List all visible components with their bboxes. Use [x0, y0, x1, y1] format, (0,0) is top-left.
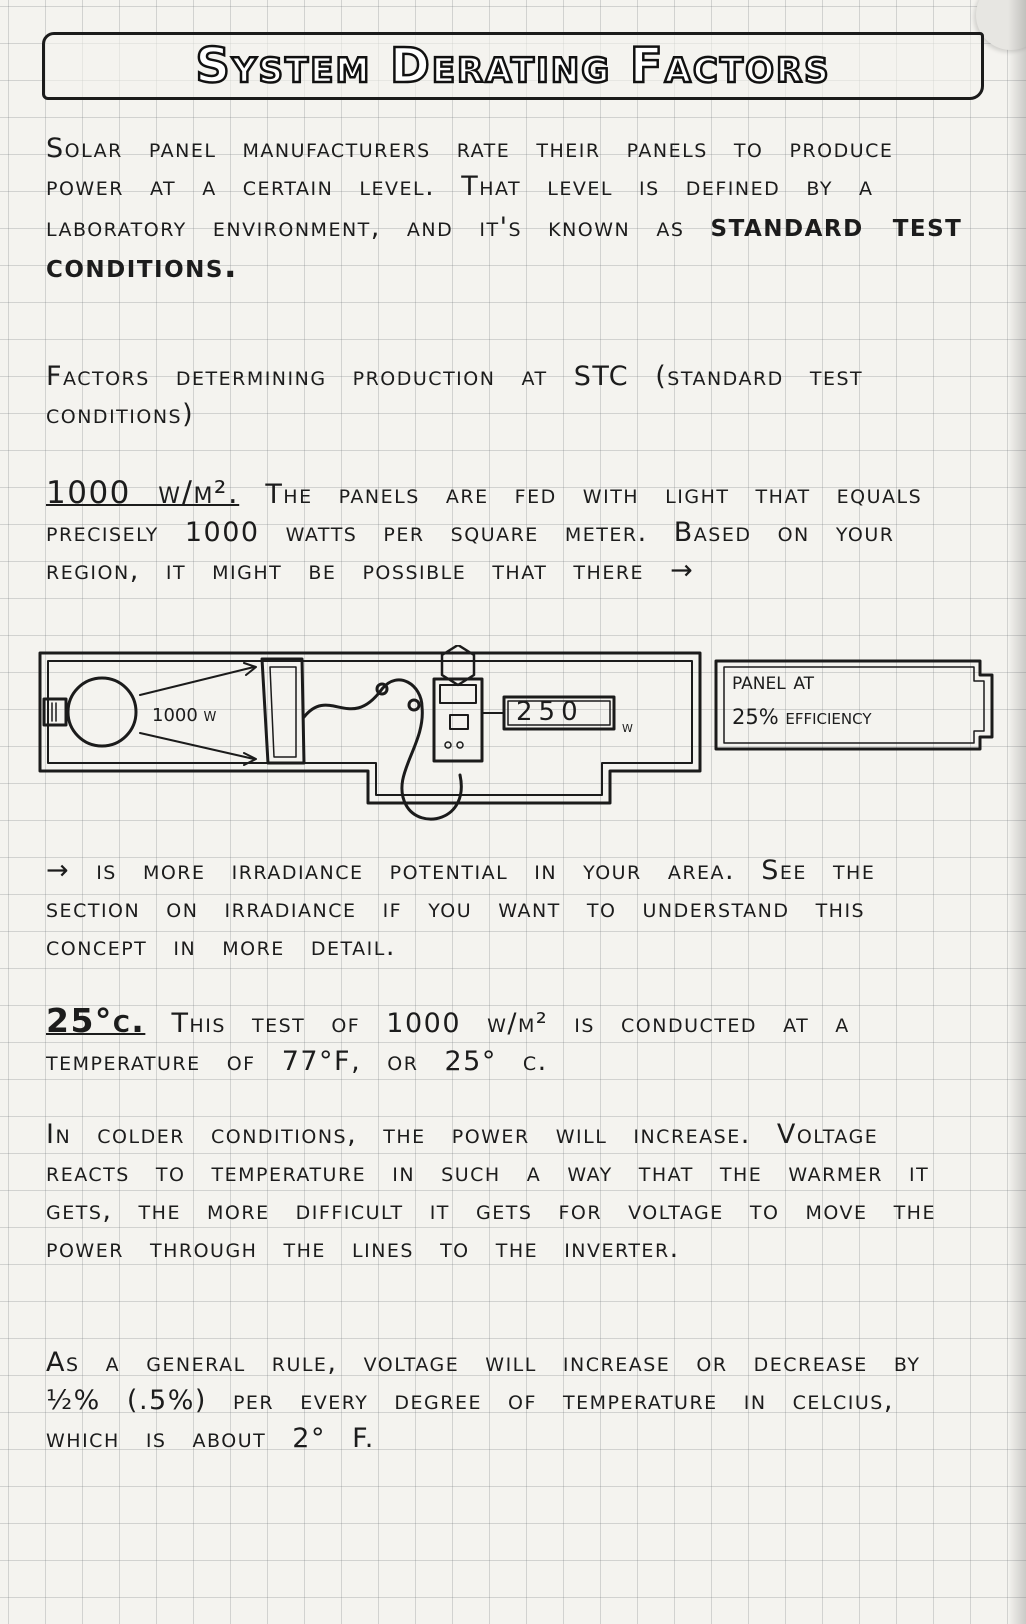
irradiance-continued: → is more irradiance potential in your area. See the section on irradiance if you want to understand this concept in more detail. — [46, 855, 876, 962]
meter-unit: w — [622, 717, 633, 736]
factors-heading: Factors determining production at STC (standard test conditions) — [46, 361, 864, 430]
meter-display: 250 — [516, 697, 584, 727]
light-label: 1000 w — [152, 705, 217, 726]
irradiance-text: The panels are fed with light that equals precisely 1000 watts per square meter. Based on your region, it might be possible that there → — [46, 479, 923, 586]
title-box — [42, 32, 984, 100]
intro-paragraph — [46, 130, 986, 288]
intro-emphasis: standard test conditions. — [46, 205, 963, 285]
temperature-text: This test of 1000 w/m² is conducted at a temperature of 77°F, or 25° c. — [46, 1008, 850, 1077]
diagram-drawing — [30, 645, 1020, 845]
irradiance-paragraph — [46, 474, 986, 590]
page-title: System Derating Factors — [195, 38, 831, 94]
note-line-1: panel at — [732, 667, 815, 695]
temperature-paragraph — [46, 1002, 986, 1081]
intro-text: Solar panel manufacturers rate their panels to produce power at a certain level. That level is defined by a laboratory environment, and it's known as — [46, 133, 894, 243]
rule-paragraph: As a general rule, voltage will increase or decrease by ½% (.5%) per every degree of temperature in celcius, which is about 2° F. — [46, 1347, 921, 1454]
temperature-heading: 25°c. — [46, 1001, 146, 1040]
note-line-2: 25% efficiency — [732, 705, 872, 729]
colder-paragraph: In colder conditions, the power will increase. Voltage reacts to temperature in such a way that the warmer it gets, the more difficult it gets for voltage to move the power through the lines to the inverter. — [46, 1119, 936, 1264]
stc-diagram — [30, 645, 1020, 845]
irradiance-heading: 1000 w/m². — [46, 475, 240, 511]
